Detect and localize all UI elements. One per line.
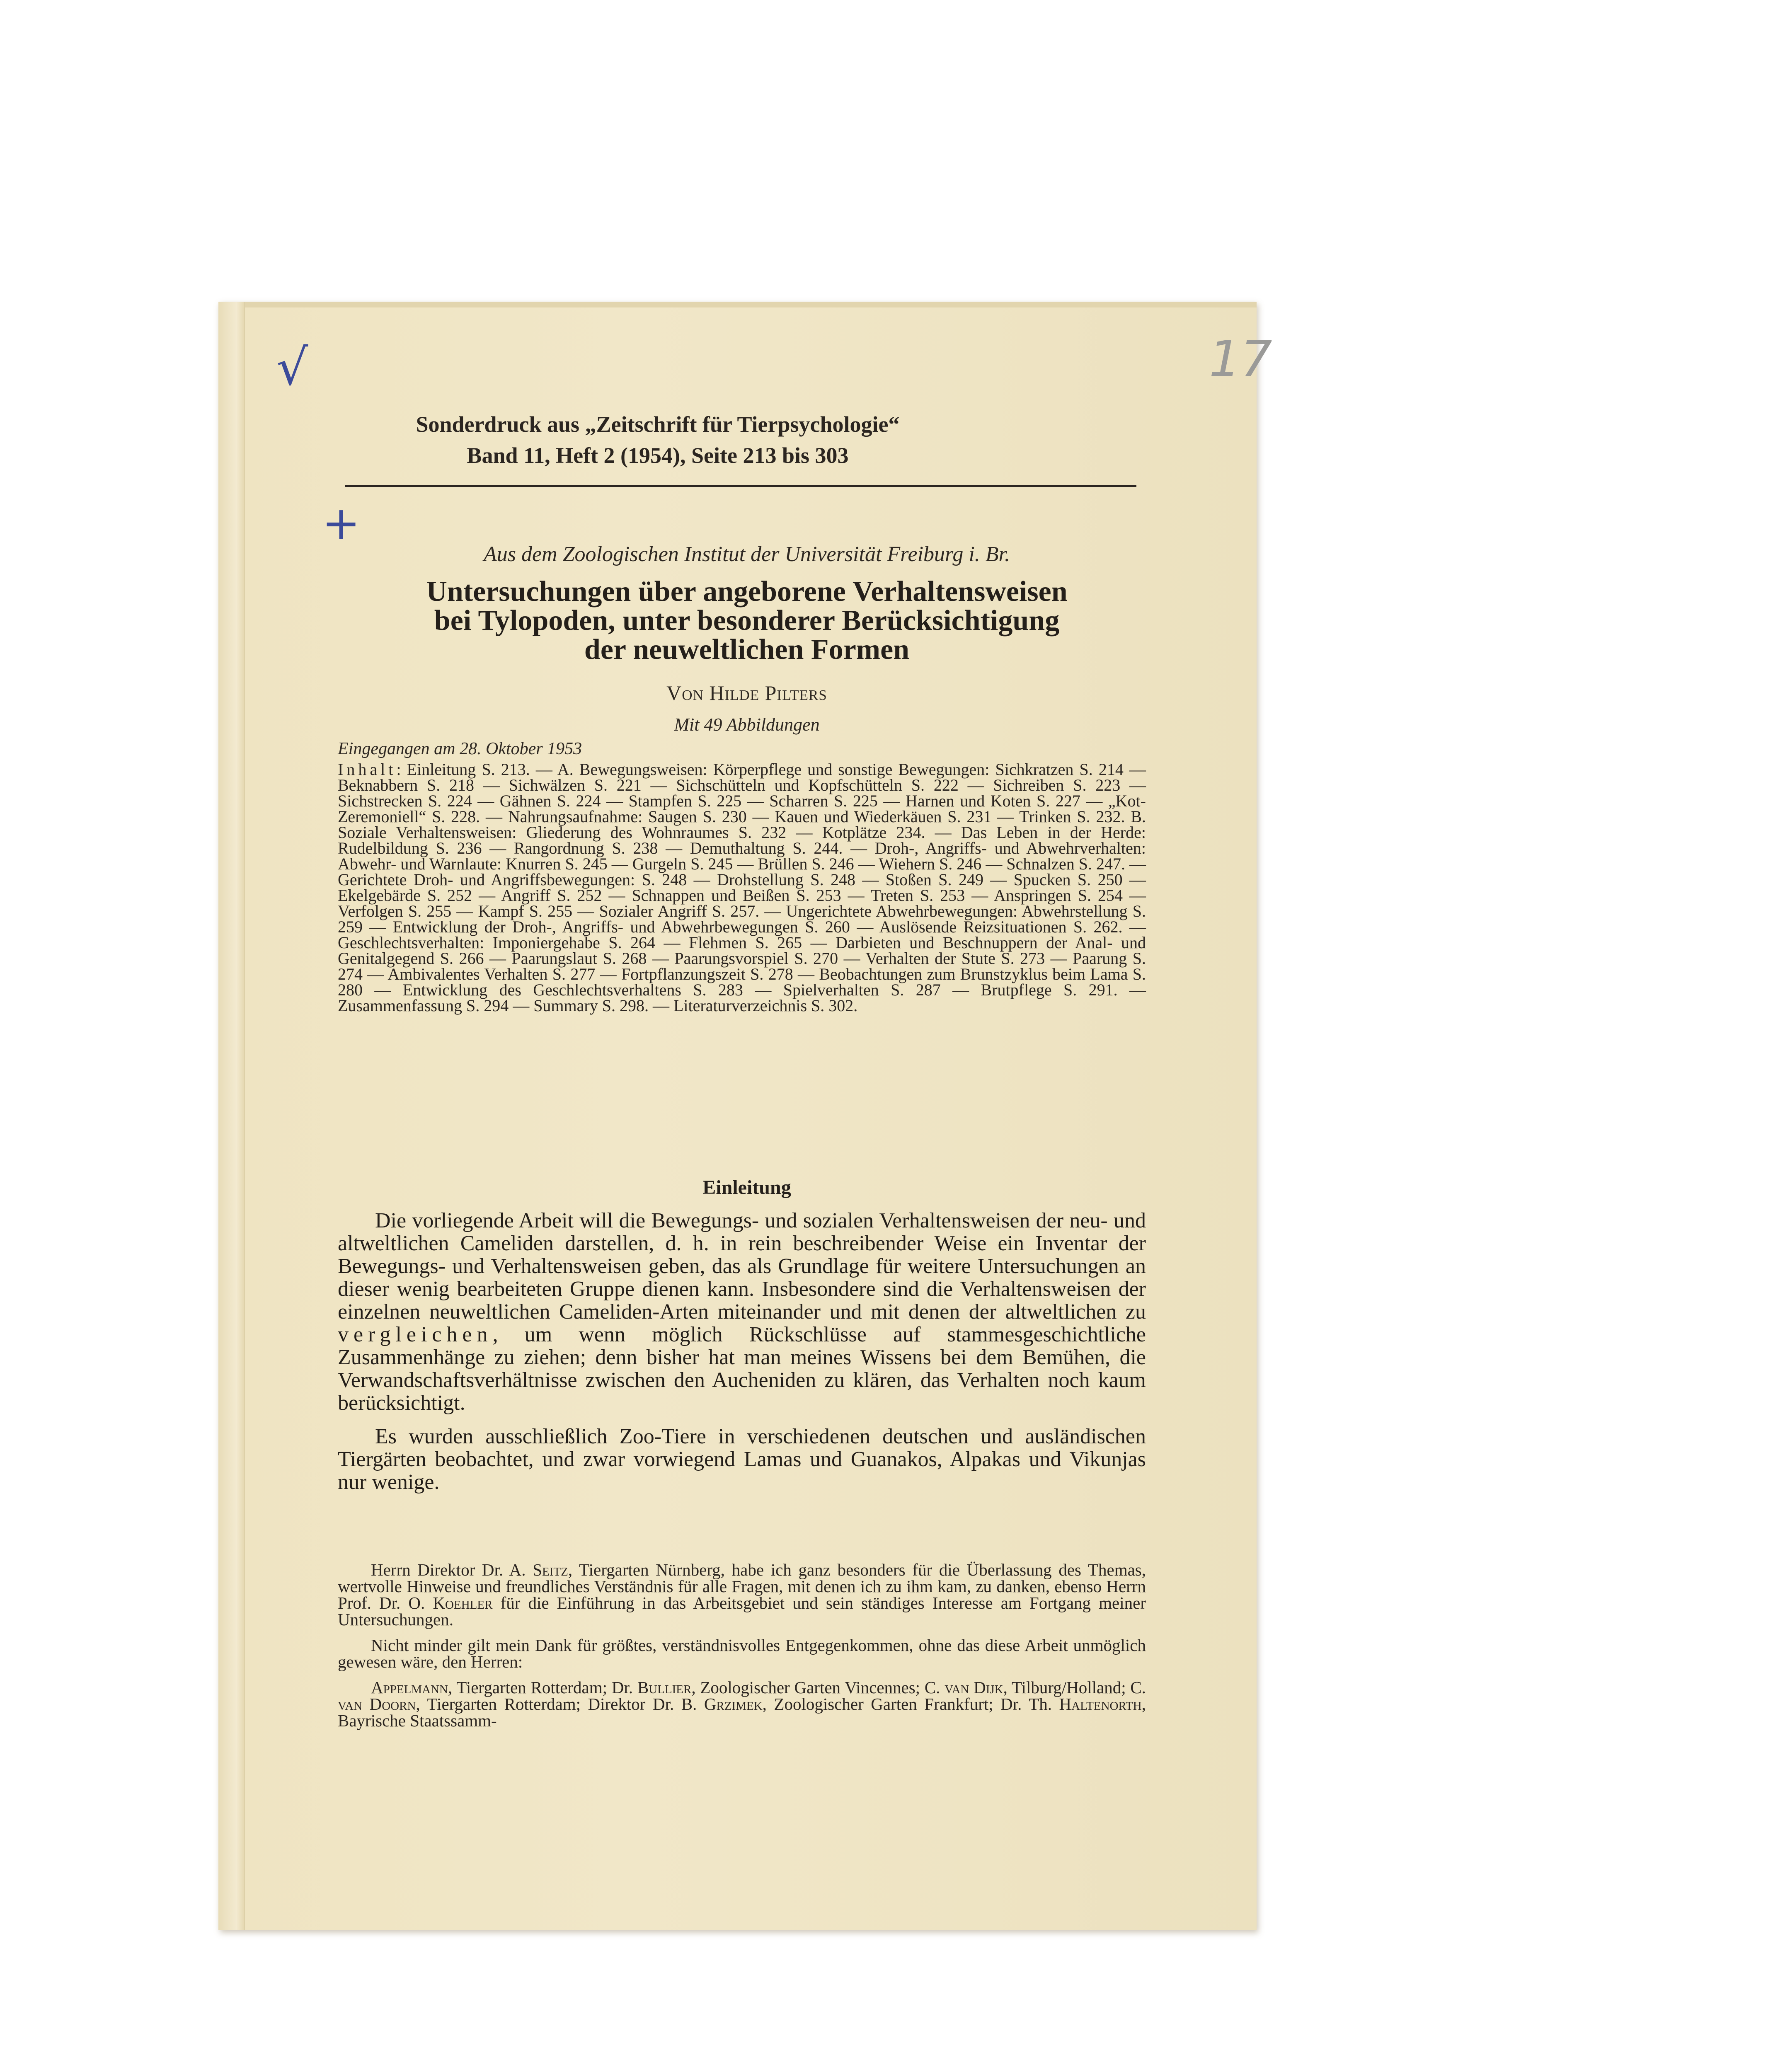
p1-text-b: , um wenn möglich Rückschlüsse auf stammesgeschichtliche Zusammenhänge zu ziehen; denn bisher hat man meines Wissens bei dem Bemühen, die Verwandschaftsverhältnisse zwischen den Aucheniden zu klären, das Verhalten noch kaum berücksichtigt. <box>338 1323 1146 1415</box>
p1-spaced-word: vergleichen <box>338 1323 493 1346</box>
ack3-name-appelmann: Appelmann <box>371 1678 448 1697</box>
p1-text-a: Die vorliegende Arbeit will die Bewegungs- und sozialen Verhaltensweisen der neu- und altweltlichen Cameliden darstellen, d. h. in rein beschreibender Weise ein Inventar der Bewegungs- und Verhaltensweisen geben, das als Grundlage für weitere Untersuchungen an dieser wenig bearbeiteten Gruppe dienen kann. Insbesondere sind die Verhaltensweisen der einzelnen neuweltlichen Cameliden-Arten miteinander und mit denen der altweltlichen zu <box>338 1209 1146 1324</box>
ack3-name-haltenorth: Haltenorth <box>1059 1694 1142 1714</box>
reprint-page <box>218 302 1272 1930</box>
title-line-3: der neuweltlichen Formen <box>584 634 910 666</box>
introduction-body <box>338 1209 1146 1504</box>
author-name: Hilde Pilters <box>709 681 827 704</box>
ack1-text-c: für die Einführung in das Arbeitsgebiet und sein ständiges Interesse am Fortgang meiner Untersuchungen. <box>338 1593 1146 1629</box>
ack1-text-a: Herrn Direktor Dr. A. <box>371 1560 533 1579</box>
ack-paragraph-1 <box>338 1561 1146 1628</box>
ack3-text-c: , Tilburg/Holland; C. <box>1003 1678 1146 1697</box>
contents-label: Inhalt <box>338 760 397 779</box>
table-of-contents <box>338 762 1146 1014</box>
ack3-name-vandoorn: van Doorn <box>338 1694 416 1714</box>
author-prefix: Von <box>666 681 710 704</box>
ack3-text-e: , Zoologischer Garten Frankfurt; Dr. Th. <box>762 1694 1059 1714</box>
ack3-text-b: , Zoologischer Garten Vincennes; C. <box>691 1678 945 1697</box>
ack3-text-d: , Tiergarten Rotterdam; Direktor Dr. B. <box>416 1694 704 1714</box>
title-line-1: Untersuchungen über angeborene Verhaltensweisen <box>426 576 1068 608</box>
author-line <box>334 681 1159 705</box>
ack1-text-b: , Tiergarten Nürnberg, habe ich ganz besonders für die Überlassung des Themas, wertvolle Hinweise und freundliches Verständnis für alle Fragen, mit denen ich zu ihm kam, zu danken, ebenso Herrn Prof. Dr. O. <box>338 1560 1146 1612</box>
page-top-edge <box>218 302 1257 307</box>
ack1-name-seitz: Seitz <box>533 1560 568 1579</box>
header-rule <box>345 485 1136 487</box>
section-heading: Einleitung <box>702 1176 791 1198</box>
ack3-text-f: , Bayrische Staatssamm- <box>338 1694 1146 1730</box>
handwritten-plus: + <box>322 496 361 549</box>
ack3-name-grzimek: Grzimek <box>704 1694 763 1714</box>
page-spine-strip <box>218 302 245 1930</box>
ack3-name-bullier: Bullier <box>637 1678 692 1697</box>
handwritten-checkmark: √ <box>276 339 308 397</box>
title-line-2: bei Tylopoden, unter besonderer Berücksichtigung <box>434 605 1060 637</box>
intro-paragraph-2: Es wurden ausschließlich Zoo-Tiere in verschiedenen deutschen und ausländischen Tiergärten beobachtet, und zwar vorwiegend Lamas und Guanakos, Alpakas und Vikunjas nur wenige. <box>338 1425 1146 1494</box>
reprint-header-line2: Band 11, Heft 2 (1954), Seite 213 bis 303 <box>467 443 849 468</box>
article-title <box>334 577 1159 664</box>
intro-paragraph-1 <box>338 1209 1146 1414</box>
ack-paragraph-3 <box>338 1679 1146 1729</box>
contents-text: : Einleitung S. 213. — A. Bewegungsweisen: Körperpflege und sonstige Bewegungen: Sichkratzen S. 214 — Beknabbern S. 218 — Sichwälzen S. 221 — Sichschütteln und Kopfschütteln S. 222 — Sichreiben S. 223 — Sichstrecken S. 224 — Gähnen S. 224 — Stampfen S. 225 — Scharren S. 225 — Harnen und Koten S. 227 — „Kot-Zeremoniell“ S. 228. — Nahrungsaufnahme: Saugen S. 230 — Kauen und Wiederkäuen S. 231 — Trinken S. 232. B. Soziale Verhaltensweisen: Gliederung des Wohnraumes S. 232 — Kotplätze 234. — Das Leben in der Herde: Rudelbildung S. 236 — Rangordnung S. 238 — Demuthaltung S. 244. — Droh-, Angriffs- und Abwehrverhalten: Abwehr- und Warnlaute: Knurren S. 245 — Gurgeln S. 245 — Brüllen S. 246 — Wiehern S. 246 — Schnalzen S. 247. — Gerichtete Droh- und Angriffsbewegungen: S. 248 — Drohstellung S. 248 — Stoßen S. 249 — Spucken S. 250 — Ekelgebärde S. 252 — Angriff S. 252 — Schnappen und Beißen S. 253 — Treten S. 253 — Anspringen S. 254 — Verfolgen S. 255 — Kampf S. 255 — Sozialer Angriff S. 257. — Ungerichtete Abwehrbewegungen: Abwehrstellung S. 259 — Entwicklung der Droh-, Angriffs- und Abwehrbewegungen S. 260 — Auslösende Reizsituationen S. 262. — Geschlechtsverhalten: Imponiergehabe S. 264 — Flehmen S. 265 — Darbieten und Beschnuppern der Anal- und Genitalgegend S. 266 — Paarungslaut S. 268 — Paarungsvorspiel S. 270 — Verhalten der Stute S. 273 — Paarung S. 274 — Ambivalentes Verhalten S. 277 — Fortpflanzungszeit S. 278 — Beobachtungen zum Brunstzyklus beim Lama S. 280 — Entwicklung des Geschlechtsverhaltens S. 283 — Spielverhalten S. 287 — Brutpflege S. 291. — Zusammenfassung S. 294 — Summary S. 298. — Literaturverzeichnis S. 302. <box>338 760 1146 1015</box>
received-date: Eingegangen am 28. Oktober 1953 <box>338 739 582 758</box>
ack3-name-vandijk: van Dijk <box>945 1678 1003 1697</box>
handwritten-page-number: 17 <box>1209 331 1272 388</box>
acknowledgements <box>338 1561 1146 1738</box>
figures-note: Mit 49 Abbildungen <box>674 714 820 735</box>
reprint-header-line1: Sonderdruck aus „Zeitschrift für Tierpsychologie“ <box>416 412 900 437</box>
ack-paragraph-2: Nicht minder gilt mein Dank für größtes, verständnisvolles Entgegenkommen, ohne das diese Arbeit unmöglich gewesen wäre, den Herren: <box>338 1636 1146 1671</box>
ack1-name-koehler: Koehler <box>433 1593 493 1612</box>
ack3-text-a: , Tiergarten Rotterdam; Dr. <box>448 1678 637 1697</box>
institute-line: Aus dem Zoologischen Institut der Universität Freiburg i. Br. <box>483 542 1010 566</box>
